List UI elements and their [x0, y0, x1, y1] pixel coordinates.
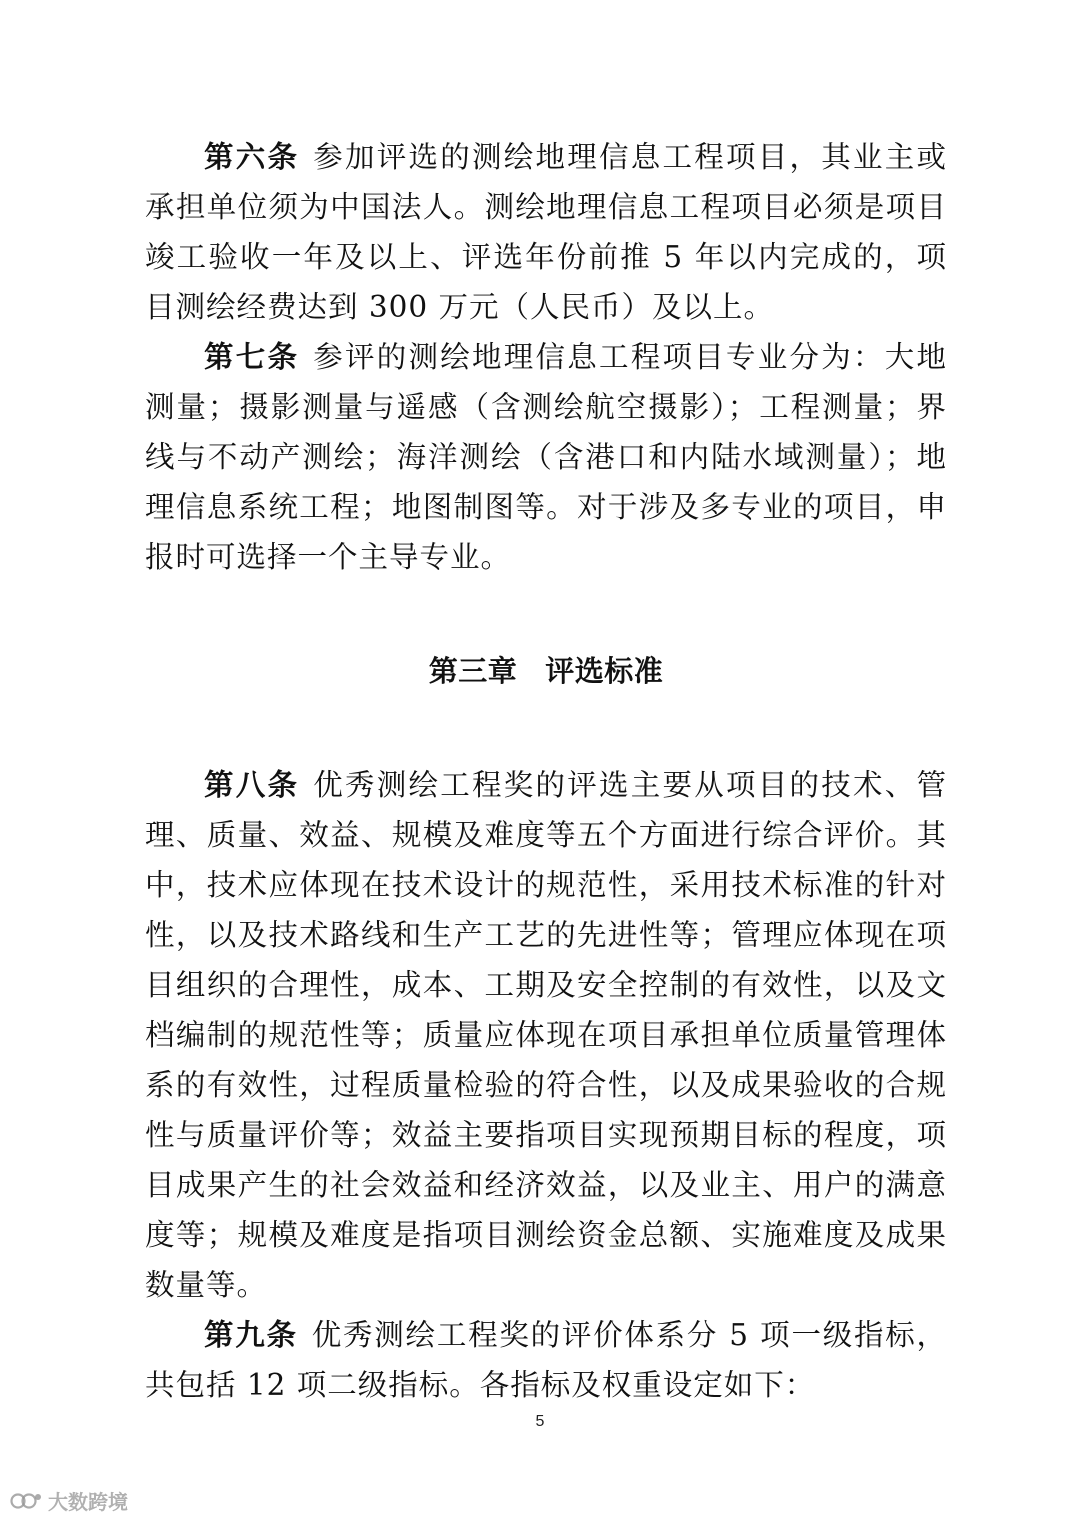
article-text: 参加评选的测绘地理信息工程项目，其业主或承担单位须为中国法人。测绘地理信息工程项目必须是项目竣工验收一年及以上、评选年份前推 5 年以内完成的，项目测绘经费达到 300 万元（人民币）及以上。	[145, 140, 947, 324]
chapter-number: 第三章	[428, 654, 518, 688]
article-text: 参评的测绘地理信息工程项目专业分为：大地测量；摄影测量与遥感（含测绘航空摄影）；工程测量；界线与不动产测绘；海洋测绘（含港口和内陆水域测量）；地理信息系统工程；地图制图等。对于涉及多专业的项目，申报时可选择一个主导专业。	[145, 340, 947, 574]
watermark	[10, 1486, 128, 1515]
article-label: 第九条	[204, 1317, 298, 1352]
document-body	[145, 132, 947, 1410]
article-label: 第八条	[204, 767, 300, 802]
article-text: 优秀测绘工程奖的评价体系分 5 项一级指标，共包括 12 项二级指标。各指标及权重设定如下：	[145, 1318, 947, 1402]
article-7	[145, 332, 947, 582]
article-6	[145, 132, 947, 332]
article-8	[145, 760, 947, 1310]
chapter-title: 评选标准	[545, 654, 664, 688]
article-label: 第七条	[204, 339, 300, 374]
watermark-text: 大数跨境	[48, 1490, 128, 1514]
chapter-heading	[145, 646, 947, 696]
page-number: 5	[535, 1413, 545, 1430]
article-text: 优秀测绘工程奖的评选主要从项目的技术、管理、质量、效益、规模及难度等五个方面进行综合评价。其中，技术应体现在技术设计的规范性，采用技术标准的针对性，以及技术路线和生产工艺的先进性等；管理应体现在项目组织的合理性，成本、工期及安全控制的有效性，以及文档编制的规范性等；质量应体现在项目承担单位质量管理体系的有效性，过程质量检验的符合性，以及成果验收的合规性与质量评价等；效益主要指项目实现预期目标的程度，项目成果产生的社会效益和经济效益，以及业主、用户的满意度等；规模及难度是指项目测绘资金总额、实施难度及成果数量等。	[145, 768, 947, 1302]
article-label: 第六条	[204, 139, 300, 174]
brand-logo-icon	[10, 1488, 44, 1514]
article-9	[145, 1310, 947, 1410]
